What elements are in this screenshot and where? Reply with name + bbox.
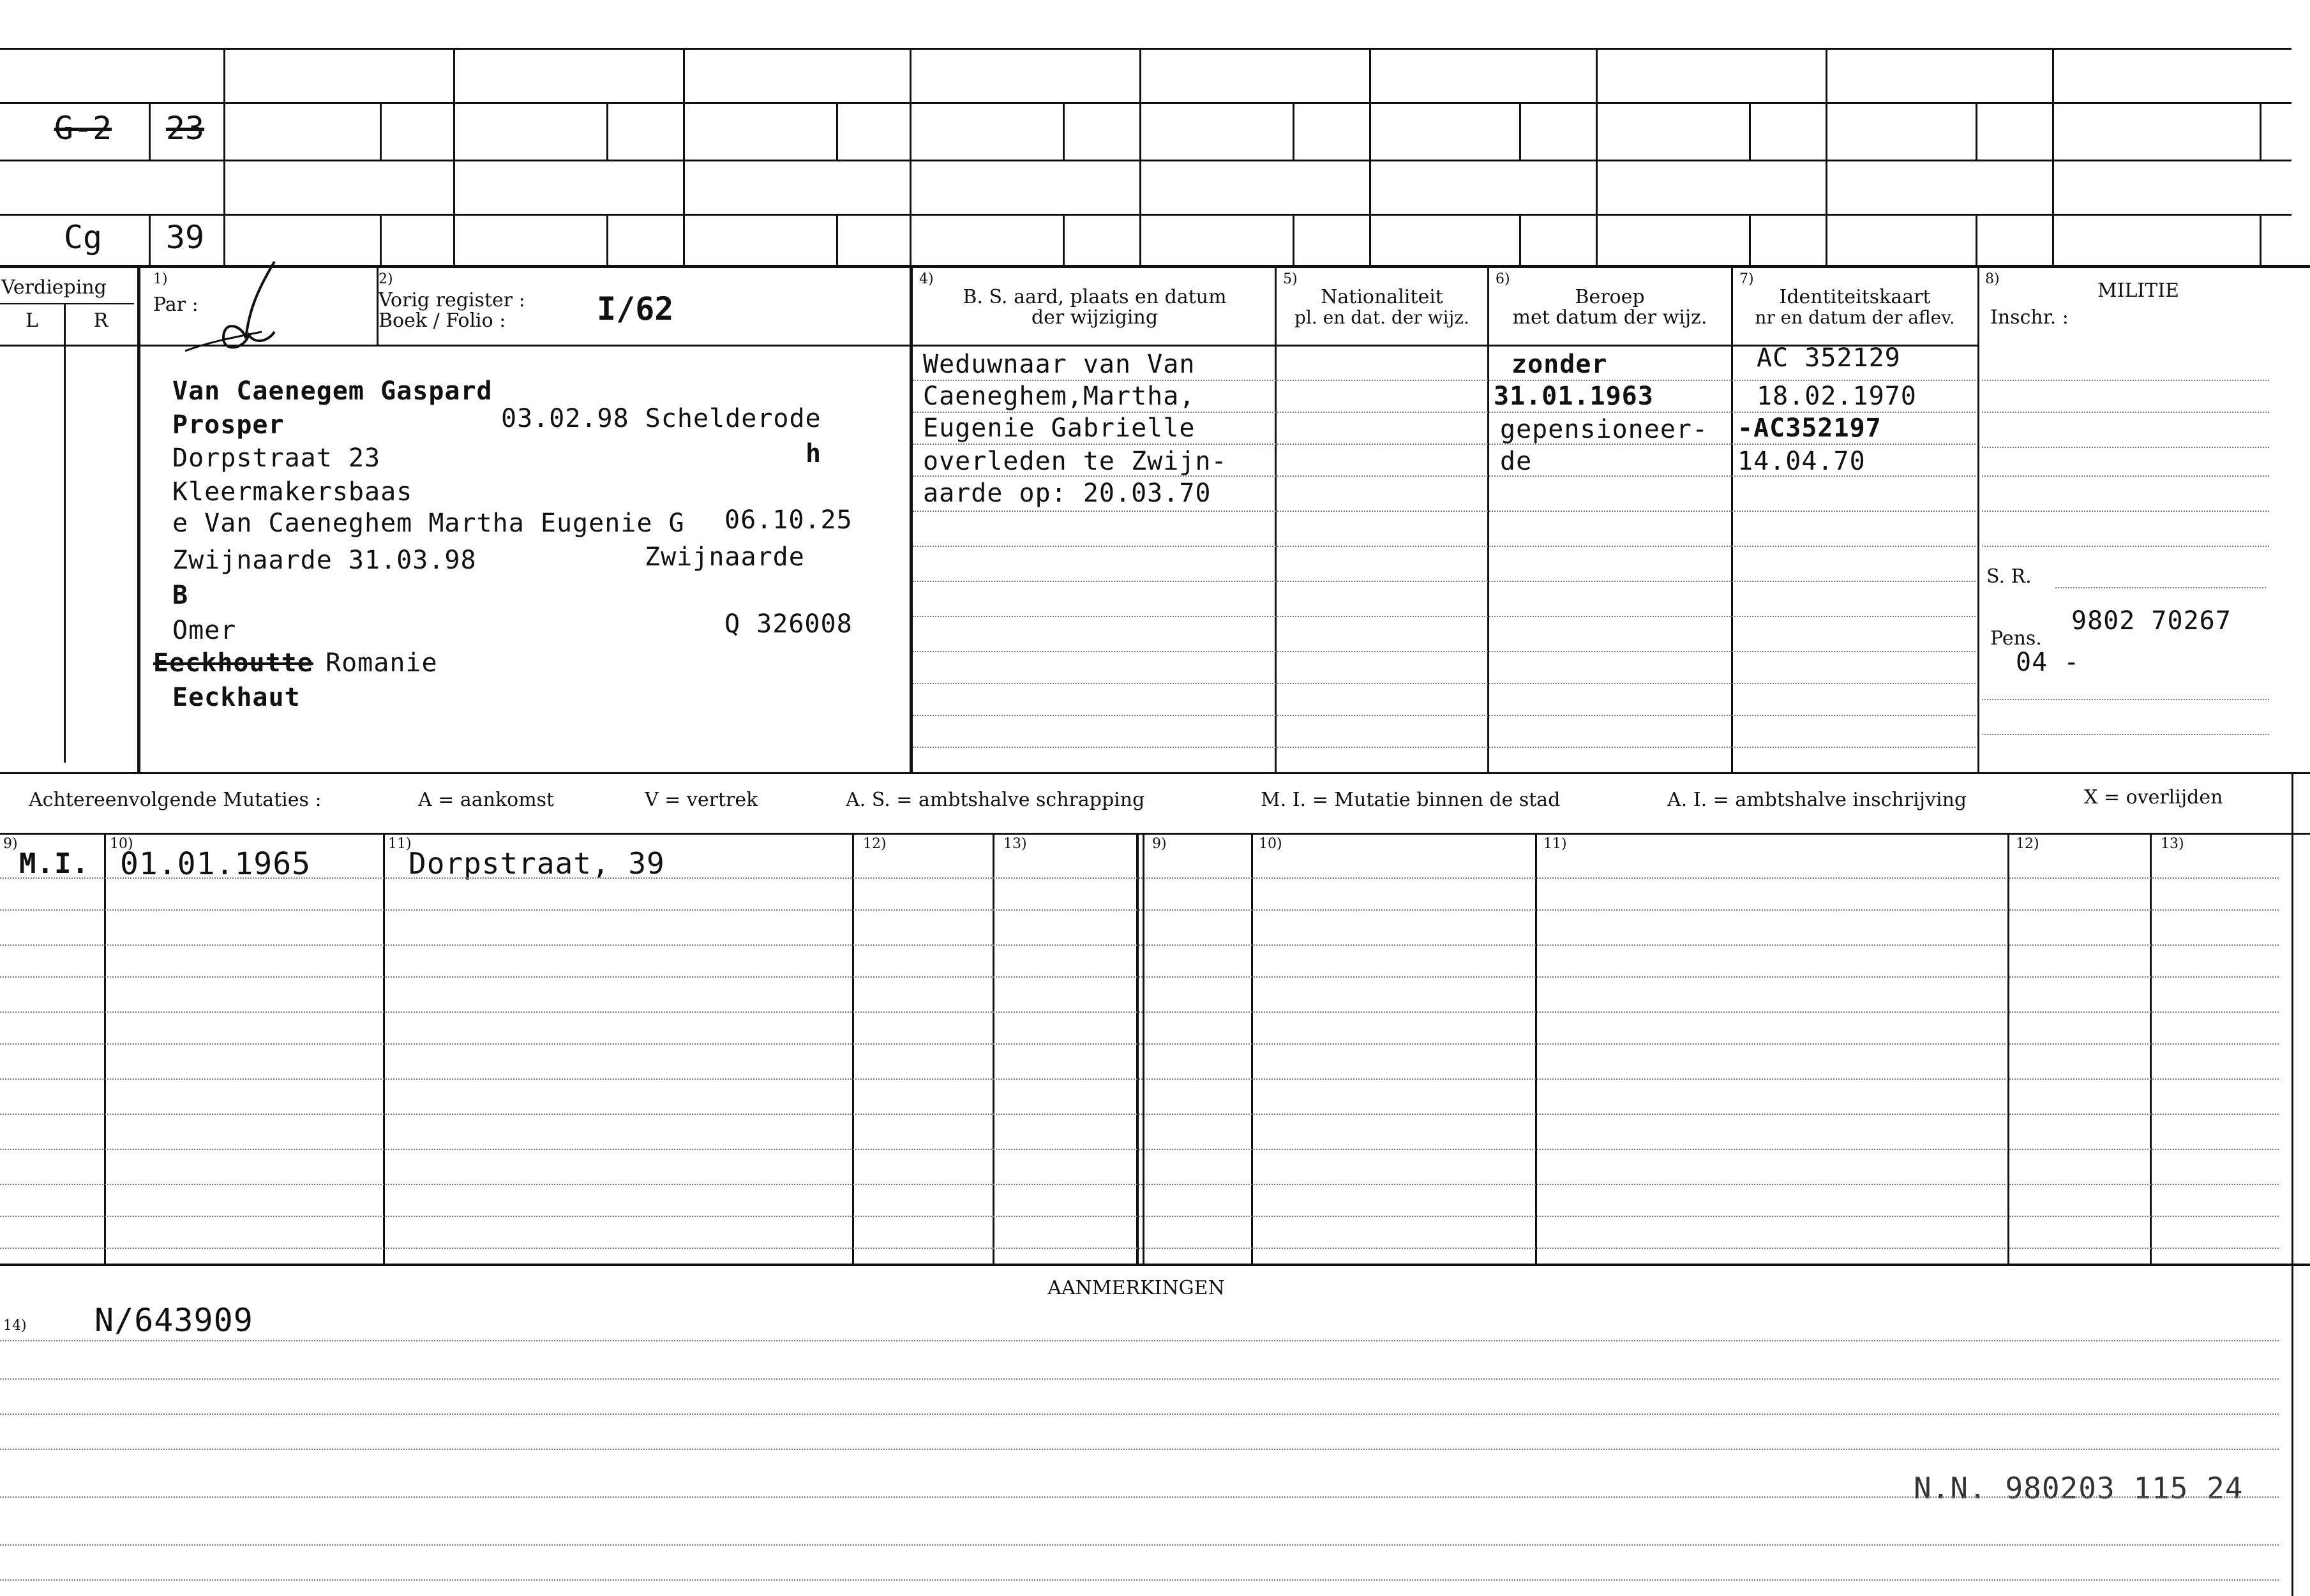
legend-overlijden: X = overlijden [2084, 786, 2223, 809]
nationaliteit-label-line1: Nationaliteit [1321, 286, 1443, 308]
r-label: R [93, 310, 109, 332]
id-label-line2: nr en datum der aflev. [1755, 307, 1955, 328]
person-line-10: Eeckhaut [172, 683, 301, 712]
par-signature-icon [179, 255, 306, 370]
beroep-line-2: 31.01.1963 [1494, 382, 1654, 411]
mutation-header: 13) [1003, 836, 1027, 852]
person-line-2-birth: 03.02.98 Schelderode [501, 404, 821, 433]
person-line-3-address: Dorpstraat 23 [172, 444, 381, 473]
bs-change-line: Weduwnaar van Van [923, 350, 1196, 379]
top-code-2: Cg [63, 219, 103, 256]
legend-ambtshalve-inschrijving: A. I. = ambtshalve inschrijving [1667, 789, 1967, 811]
inschr-label: Inschr. : [1990, 306, 2069, 329]
person-line-8-right: Q 326008 [724, 609, 853, 639]
note-1: 1) [153, 271, 168, 287]
note-4: 4) [919, 271, 934, 287]
boek-folio-label: Boek / Folio : [379, 310, 506, 332]
legend-ambtshalve-schrapping: A. S. = ambtshalve schrapping [846, 789, 1145, 811]
mutation-address: Dorpstraat, 39 [409, 846, 665, 881]
boek-folio-value: I/62 [597, 290, 674, 327]
vorig-register-label: Vorig register : [379, 289, 525, 311]
legend-vertrek: V = vertrek [645, 789, 758, 811]
mutation-header: 10) [110, 836, 133, 852]
mutation-type: M.I. [19, 847, 89, 880]
bs-change-line: Caeneghem,Martha, [923, 382, 1196, 411]
person-line-6-right: Zwijnaarde [645, 542, 805, 572]
bs-label-line1: B. S. aard, plaats en datum [963, 286, 1227, 308]
legend-mutatie-binnen: M. I. = Mutatie binnen de stad [1261, 789, 1561, 811]
person-line-3-flag: h [806, 439, 822, 468]
note-6: 6) [1496, 271, 1510, 287]
person-line-5-spouse: e Van Caeneghem Martha Eugenie G [172, 509, 685, 538]
note-5: 5) [1283, 271, 1298, 287]
bs-change-line: aarde op: 20.03.70 [923, 479, 1211, 508]
mutation-header: 12) [2016, 836, 2039, 852]
person-line-7: B [172, 581, 189, 610]
bs-change-line: Eugenie Gabrielle [923, 414, 1196, 443]
pens-label: Pens. [1990, 627, 2042, 650]
beroep-line-1: zonder [1511, 350, 1608, 379]
par-label: Par : [153, 294, 199, 316]
bs-label-line2: der wijziging [1031, 306, 1159, 329]
beroep-line-4: de [1500, 447, 1533, 476]
note-8: 8) [1985, 271, 2000, 287]
legend-aankomst: A = aankomst [418, 789, 555, 811]
bs-change-line: overleden te Zwijn- [923, 447, 1227, 476]
mutation-header: 13) [2161, 836, 2184, 852]
mutation-header: 11) [1543, 836, 1567, 852]
mutation-header: 9) [3, 836, 18, 852]
person-line-9-struck: Eeckhoutte [153, 648, 313, 678]
mutation-header: 9) [1152, 836, 1167, 852]
person-line-6-left: Zwijnaarde 31.03.98 [172, 546, 477, 575]
person-line-2-name: Prosper [172, 410, 285, 440]
sr-label: S. R. [1986, 565, 2032, 588]
person-line-4: Kleermakersbaas [172, 477, 413, 507]
militie-label: MILITIE [2097, 280, 2180, 302]
nationaliteit-label-line2: pl. en dat. der wijz. [1294, 307, 1469, 328]
note-7: 7) [1739, 271, 1754, 287]
id-line-3: -AC352197 [1737, 414, 1882, 443]
person-line-1: Van Caenegem Gaspard [172, 377, 493, 406]
person-line-8-left: Omer [172, 616, 237, 645]
beroep-label-line1: Beroep [1575, 286, 1645, 308]
mutation-header: 12) [863, 836, 887, 852]
top-number-1: 23 [165, 110, 205, 147]
pens-sub: 04 - [2016, 648, 2080, 677]
id-line-2: 18.02.1970 [1757, 382, 1917, 411]
id-line-4: 14.04.70 [1737, 447, 1866, 476]
mutation-header: 11) [388, 836, 412, 852]
id-line-1: AC 352129 [1757, 343, 1901, 373]
note-14: 14) [3, 1318, 27, 1334]
l-label: L [26, 310, 38, 332]
legend-title: Achtereenvolgende Mutaties : [29, 789, 322, 811]
verdieping-label: Verdieping [1, 276, 107, 299]
person-line-5-date: 06.10.25 [724, 505, 853, 535]
beroep-label-line2: met datum der wijz. [1512, 306, 1707, 329]
person-line-9-name: Romanie [326, 648, 438, 678]
note-2: 2) [379, 271, 393, 287]
mutation-header: 10) [1259, 836, 1282, 852]
top-number-2: 39 [165, 219, 205, 256]
remarks-value: N/643909 [94, 1302, 253, 1339]
pens-value: 9802 70267 [2071, 606, 2231, 636]
mutation-date: 01.01.1965 [120, 846, 311, 882]
beroep-line-3: gepensioneer- [1500, 415, 1709, 444]
nn-number: N.N. 980203 115 24 [1914, 1471, 2244, 1505]
remarks-title: AANMERKINGEN [1047, 1277, 1225, 1299]
id-label-line1: Identiteitskaart [1779, 286, 1931, 308]
top-code-1: G-2 [54, 110, 112, 147]
